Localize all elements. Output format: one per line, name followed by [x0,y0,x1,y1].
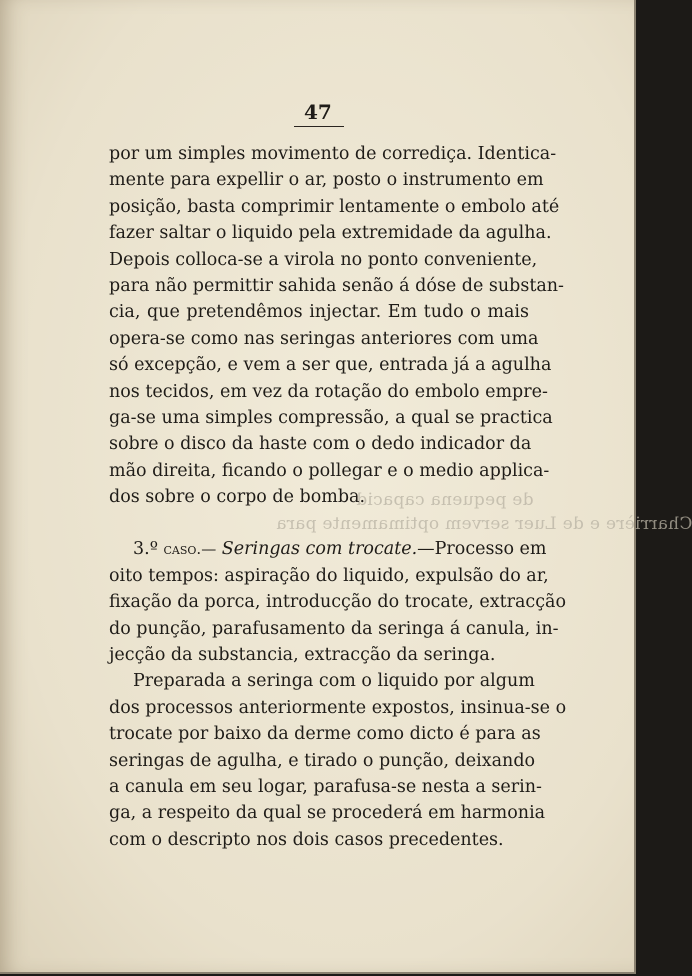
text-line: com o descripto nos dois casos precedentes. [109,829,504,850]
text-line: fazer saltar o liquido pela extremidade da agulha. [109,223,552,244]
text-line: sobre o disco da haste com o dedo indicador da [109,434,532,455]
section-title: Seringas com trocate. [221,539,418,560]
paragraph-gap [109,510,529,536]
text-line: seringas de agulha, e tirado o punção, deixando [109,750,536,771]
text-line: ga, a respeito da qual se procederá em harmonia [109,803,546,824]
text-line: ga-se uma simples compressão, a qual se practica [109,407,553,428]
page-number: 47 [304,100,332,124]
text-line: jecção da substancia, extracção da seringa. [109,645,496,666]
text-line: por um simples movimento de corrediça. Identica- [109,144,557,164]
text-line: Depois colloca-se a virola no ponto conveniente, [109,249,538,270]
text-line: dos sobre o corpo de bomba. [109,487,366,508]
page-number-rule [294,126,344,127]
text-line: posição, basta comprimir lentamente o embolo até [109,196,560,217]
text-line: Preparada a seringa com o liquido por algum [133,671,535,692]
text-line: oito tempos: aspiração do liquido, expulsão do ar, [109,565,549,586]
text-line: dos processos anteriormente expostos, insinua-se o [109,697,567,718]
section-heading-rest: —Processo em [417,539,547,560]
text-line: trocate por baixo da derme como dicto é para as [109,724,541,745]
show-through-text: Charrière e de Luer servem optimamente para [276,514,692,534]
show-through-text: de pequena capacid [356,490,534,510]
text-line: nos tecidos, em vez da rotação do embolo empre- [109,381,548,402]
text-line: mente para expellir o ar, posto o instrumento em [109,170,544,191]
text-line: do punção, parafusamento da seringa á canula, in- [109,618,559,639]
text-line: a canula em seu logar, parafusa-se nesta a serin- [109,776,542,797]
text-line: cia, que pretendêmos injectar. Em tudo o mais [109,302,529,323]
text-line: fixação da porca, introducção do trocate, extracção [109,592,566,613]
paragraph-3 [109,668,567,853]
text-line: só excepção, e vem a ser que, entrada já a agulha [109,355,552,376]
paragraph-1 [109,141,564,510]
paragraph-2 [109,536,566,668]
text-line: mão direita, ficando o pollegar e o medio applica- [109,460,550,481]
section-number: 3.º [133,539,158,560]
page-body [109,141,567,853]
section-heading-line [109,536,547,562]
section-label: caso.— [163,540,217,559]
text-line: opera-se como nas seringas anteriores com uma [109,328,539,349]
text-line: para não permittir sahida senão á dóse de substan- [109,275,564,296]
